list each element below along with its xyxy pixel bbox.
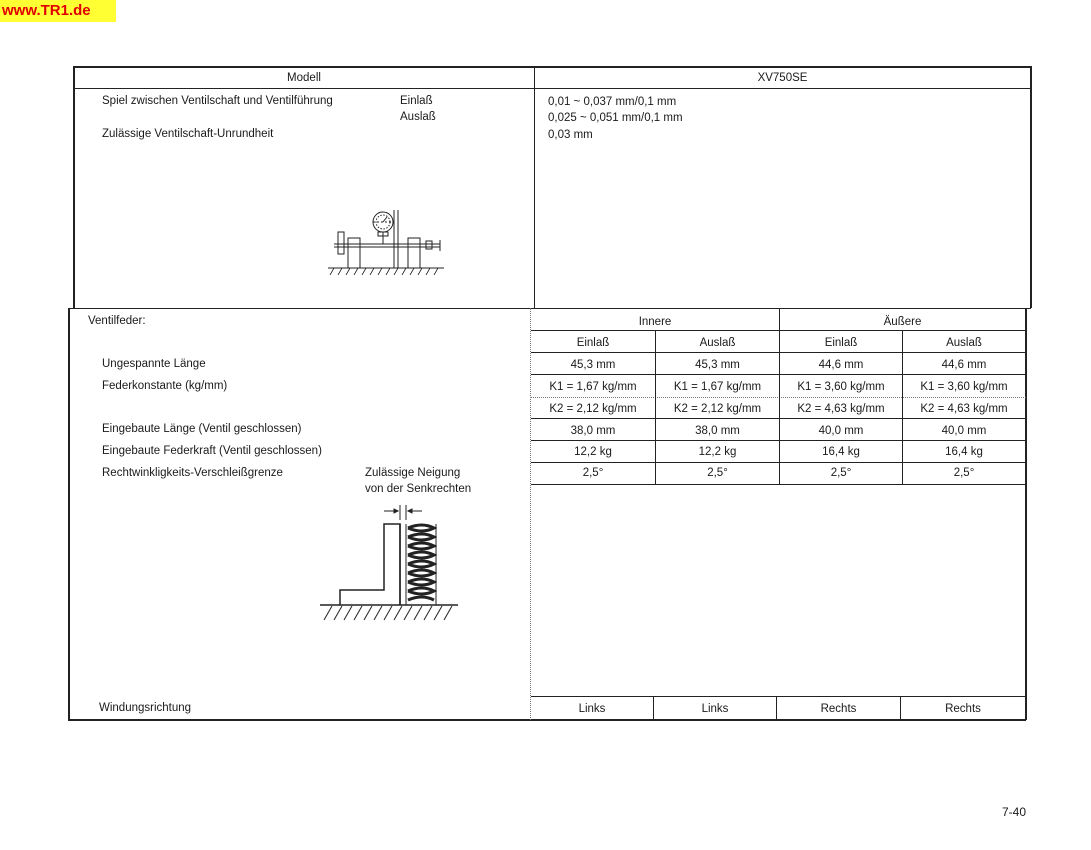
model-header-value: XV750SE <box>757 72 808 84</box>
table-border-right-lower <box>1025 308 1027 720</box>
winding-cell: Rechts <box>820 703 857 715</box>
dial-gauge-illustration <box>322 200 452 280</box>
installed-force-cell: 12,2 kg <box>698 446 737 458</box>
free-length-cell: 44,6 mm <box>941 359 987 371</box>
table-border-left-lower <box>68 308 70 720</box>
winding-label: Windungsrichtung <box>99 702 192 714</box>
squareness-cell: 2,5° <box>582 467 604 479</box>
table-border-bottom <box>68 719 1026 721</box>
squareness-cell: 2,5° <box>953 467 975 479</box>
installed-force-cell: 12,2 kg <box>574 446 612 458</box>
installed-length-cell: 38,0 mm <box>695 425 740 437</box>
k1-cell: K1 = 1,67 kg/mm <box>673 381 762 393</box>
squareness-cell: 2,5° <box>707 467 728 479</box>
section-divider <box>68 308 1031 309</box>
table-border-top <box>73 66 1031 68</box>
intake-label: Einlaß <box>400 95 433 107</box>
installed-length-cell: 40,0 mm <box>941 425 987 437</box>
runout-value: 0,03 mm <box>548 129 593 141</box>
k1-cell: K1 = 3,60 kg/mm <box>920 381 1008 393</box>
spring-squareness-illustration <box>318 500 463 635</box>
k1-cell: K1 = 1,67 kg/mm <box>549 381 637 393</box>
installed-length-cell: 40,0 mm <box>818 425 864 437</box>
model-header-label: Modell <box>287 72 321 84</box>
col-inner-exhaust-header: Auslaß <box>699 337 736 349</box>
winding-cell: Links <box>578 703 606 715</box>
squareness-label: Rechtwinkligkeits-Verschleißgrenze <box>102 467 283 479</box>
installed-force-label: Eingebaute Federkraft (Ventil geschlossen) <box>102 445 322 457</box>
k2-cell: K2 = 4,63 kg/mm <box>920 403 1008 415</box>
winding-cell: Rechts <box>945 703 981 715</box>
clearance-label: Spiel zwischen Ventilschaft und Ventilführung <box>102 95 333 107</box>
spring-rate-label: Federkonstante (kg/mm) <box>102 380 228 392</box>
installed-force-cell: 16,4 kg <box>822 446 860 458</box>
tilt-label-line2: von der Senkrechten <box>365 483 472 495</box>
free-length-cell: 44,6 mm <box>818 359 864 371</box>
table-border-left-upper <box>73 66 75 308</box>
exhaust-label: Auslaß <box>400 111 436 123</box>
winding-cell: Links <box>701 703 729 715</box>
outer-spring-header: Äußere <box>883 316 922 328</box>
runout-label: Zulässige Ventilschaft-Unrundheit <box>102 128 274 140</box>
k2-cell: K2 = 4,63 kg/mm <box>797 403 885 415</box>
page-number: 7-40 <box>1001 805 1026 819</box>
k1-cell: K1 = 3,60 kg/mm <box>797 381 885 393</box>
installed-force-cell: 16,4 kg <box>945 446 983 458</box>
clearance-intake-value: 0,01 ~ 0,037 mm/0,1 mm <box>548 96 677 108</box>
installed-length-label: Eingebaute Länge (Ventil geschlossen) <box>102 423 302 435</box>
free-length-cell: 45,3 mm <box>570 359 616 371</box>
tilt-label-line1: Zulässige Neigung <box>365 467 461 479</box>
header-divider <box>73 88 1031 89</box>
k2-cell: K2 = 2,12 kg/mm <box>549 403 637 415</box>
inner-spring-header: Innere <box>638 316 672 328</box>
col-outer-exhaust-header: Auslaß <box>946 337 982 349</box>
squareness-cell: 2,5° <box>830 467 852 479</box>
spring-grid-line <box>531 696 1026 697</box>
installed-length-cell: 38,0 mm <box>570 425 616 437</box>
col-inner-intake-header: Einlaß <box>576 337 610 349</box>
spring-section-label: Ventilfeder: <box>88 315 146 327</box>
free-length-cell: 45,3 mm <box>695 359 740 371</box>
col-outer-intake-header: Einlaß <box>824 337 858 349</box>
column-divider-upper <box>534 66 535 308</box>
watermark-logo: www.TR1.de <box>0 0 116 22</box>
clearance-exhaust-value: 0,025 ~ 0,051 mm/0,1 mm <box>548 112 683 124</box>
k2-cell: K2 = 2,12 kg/mm <box>673 403 762 415</box>
free-length-label: Ungespannte Länge <box>102 358 206 370</box>
table-border-right <box>1030 66 1032 308</box>
